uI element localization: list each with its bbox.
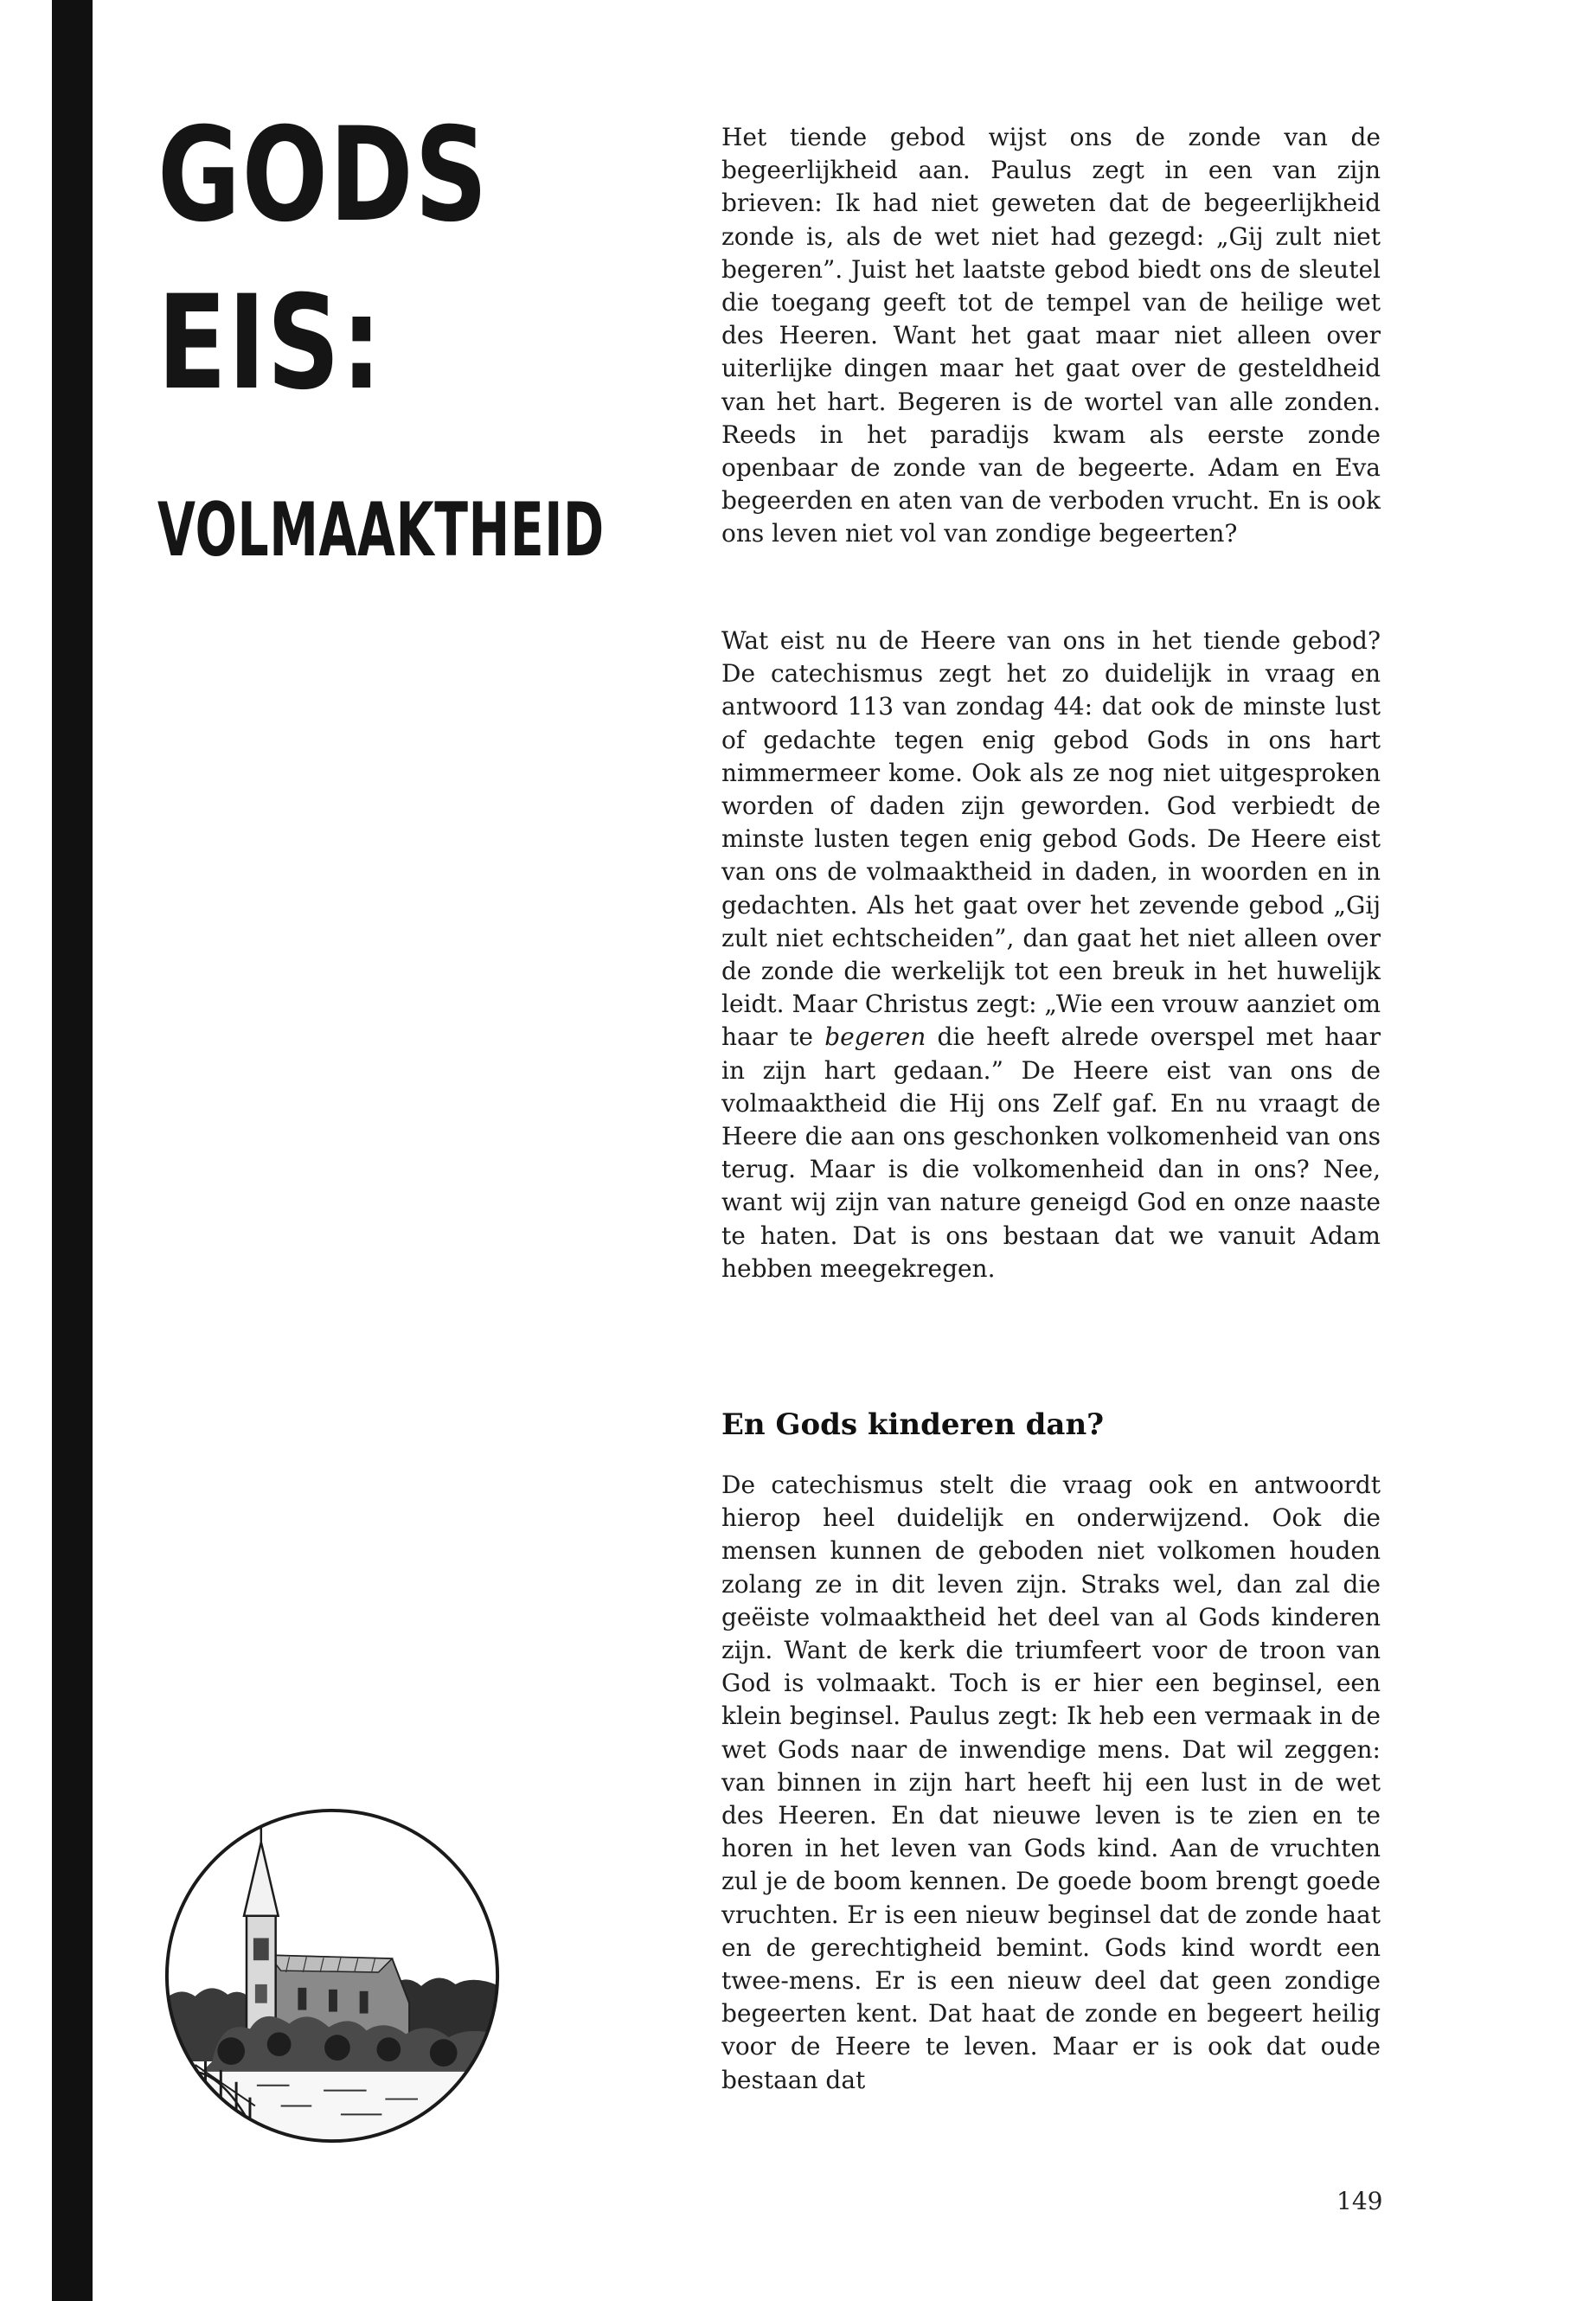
left-margin-bar bbox=[52, 0, 93, 2301]
paragraph-text-part-1: Wat eist nu de Heere van ons in het tiende gebod? De catechismus zegt het zo duidelijk in vraag en antwoord 113 van zondag 44: dat ook de minste lust of gedachte tegen enig gebod Gods in ons hart nimmermeer kome. Ook als ze nog niet uitgesproken worden of daden zijn geworden. God verbiedt de minste lusten tegen enig gebod Gods. De Heere eist van ons de volmaaktheid in daden, in woorden en in gedachten. Als het gaat over het zevende gebod „Gij zult niet echtscheiden”, dan gaat het niet alleen over de zonde die werkelijk tot een breuk in het huwelijk leidt. Maar Christus zegt: „Wie een vrouw aanziet om haar te bbox=[721, 626, 1381, 1052]
title-line-eis: EIS: bbox=[157, 268, 383, 419]
article-paragraph-2 bbox=[721, 625, 1381, 1285]
title-line-gods: GODS bbox=[157, 100, 490, 251]
paragraph-text-part-2: die heeft alrede overspel met haar in zijn hart gedaan.” De Heere eist van ons de volmaaktheid die Hij ons Zelf gaf. En nu vraagt de Heere die aan ons geschonken volkomenheid van ons terug. Maar is die volkomenheid dan in ons? Nee, want wij zijn van nature geneigd God en onze naaste te haten. Dat is ons bestaan dat we vanuit Adam hebben meegekregen. bbox=[721, 1022, 1381, 1283]
title-line-volmaaktheid: VOLMAAKTHEID bbox=[157, 487, 605, 574]
paragraph-text: Het tiende gebod wijst ons de zonde van de begeerlijkheid aan. Paulus zegt in een van zijn brieven: Ik had niet geweten dat de begeerlijkheid zonde is, als de wet niet had gezegd: „Gij zult niet begeren”. Juist het laatste gebod biedt ons de sleutel die toegang geeft tot de tempel van de heilige wet des Heeren. Want het gaat maar niet alleen over uiterlijke dingen maar het gaat over de gesteldheid van het hart. Begeren is de wortel van alle zonden. Reeds in het paradijs kwam als eerste zonde openbaar de zonde van de begeerte. Adam en Eva begeerden en aten van de verboden vrucht. En is ook ons leven niet vol van zondige begeerten? bbox=[721, 123, 1381, 548]
paragraph-text: De catechismus stelt die vraag ook en antwoordt hierop heel duidelijk en onderwijzend. Ook die mensen kunnen de geboden niet volkomen houden zolang ze in dit leven zijn. Straks wel, dan zal die geëiste volmaaktheid het deel van al Gods kinderen zijn. Want de kerk die triumfeert voor de troon van God is volmaakt. Toch is er hier een beginsel, een klein beginsel. Paulus zegt: Ik heb een vermaak in de wet Gods naar de inwendige mens. Dat wil zeggen: van binnen in zijn hart heeft hij een lust in de wet des Heeren. En dat nieuwe leven is te zien en te horen in het leven van Gods kind. Aan de vruchten zul je de boom kennen. De goede boom brengt goede vruchten. Er is een nieuw beginsel dat de zonde haat en de gerechtigheid bemint. Gods kind wordt een twee-mens. Er is een nieuw deel dat geen zondige begeerten kent. Dat haat de zonde en begeert heilig voor de Heere te leven. Maar er is ook dat oude bestaan dat bbox=[721, 1471, 1381, 2094]
page-number: 149 bbox=[1336, 2187, 1383, 2215]
section-subheading: En Gods kinderen dan? bbox=[721, 1407, 1105, 1442]
paragraph-text bbox=[721, 625, 1381, 1285]
emphasized-word: begeren bbox=[824, 1022, 926, 1052]
article-paragraph-3 bbox=[721, 1469, 1381, 2097]
article-paragraph-1 bbox=[721, 121, 1381, 551]
church-vignette-illustration bbox=[161, 1804, 503, 2147]
